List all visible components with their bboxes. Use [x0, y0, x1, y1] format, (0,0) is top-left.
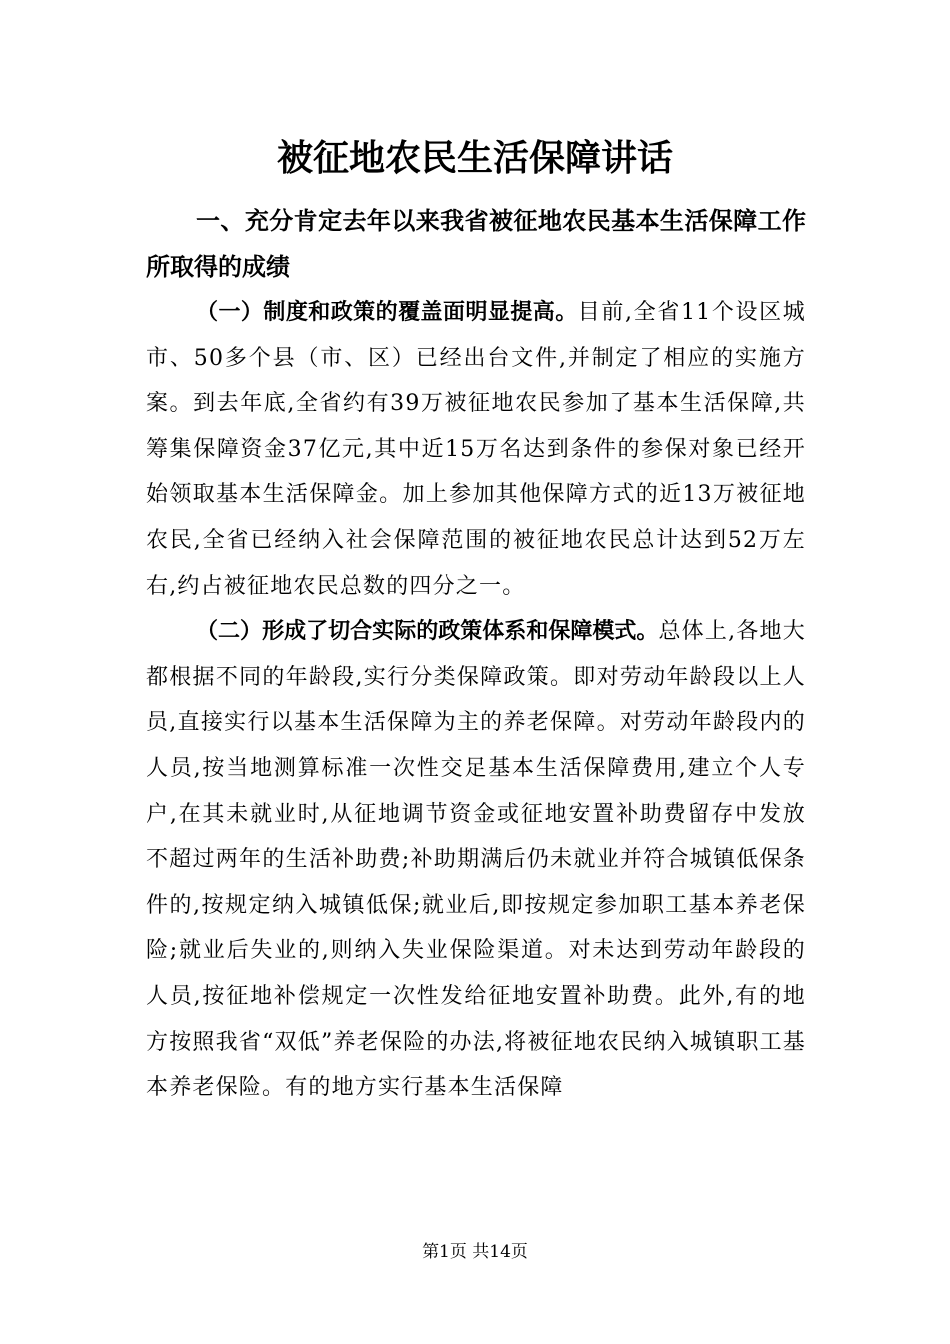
document-body — [146, 198, 806, 1111]
paragraph-body: 目前,全省11个设区城市、50多个县（市、区）已经出台文件,并制定了相应的实施方案。到去年底,全省约有39万被征地农民参加了基本生活保障,共筹集保障资金37亿元,其中近15万名达到条件的参保对象已经开始领取基本生活保障金。加上参加其他保障方式的近13万被征地农民,全省已经纳入社会保障范围的被征地农民总计达到52万左右,约占被征地农民总数的四分之一。 — [146, 300, 806, 599]
page-number-footer: 第1页 共14页 — [422, 1242, 528, 1262]
paragraph — [146, 290, 806, 609]
paragraph-lead: （一）制度和政策的覆盖面明显提高。 — [196, 300, 578, 325]
paragraph — [146, 609, 806, 1111]
paragraph-body: 总体上,各地大都根据不同的年龄段,实行分类保障政策。即对劳动年龄段以上人员,直接实行以基本生活保障为主的养老保障。对劳动年龄段内的人员,按当地测算标准一次性交足基本生活保障费用,建立个人专户,在其未就业时,从征地调节资金或征地安置补助费留存中发放不超过两年的生活补助费;补助期满后仍未就业并符合城镇低保条件的,按规定纳入城镇低保;就业后,即按规定参加职工基本养老保险;就业后失业的,则纳入失业保险渠道。对未达到劳动年龄段的人员,按征地补偿规定一次性发给征地安置补助费。此外,有的地方按照我省“双低”养老保险的办法,将被征地农民纳入城镇职工基本养老保险。有的地方实行基本生活保障 — [146, 619, 806, 1101]
paragraph-lead: （二）形成了切合实际的政策体系和保障模式。 — [196, 619, 659, 645]
section-heading: 一、充分肯定去年以来我省被征地农民基本生活保障工作所取得的成绩 — [146, 207, 806, 281]
document-title: 被征地农民生活保障讲话 — [276, 137, 673, 179]
